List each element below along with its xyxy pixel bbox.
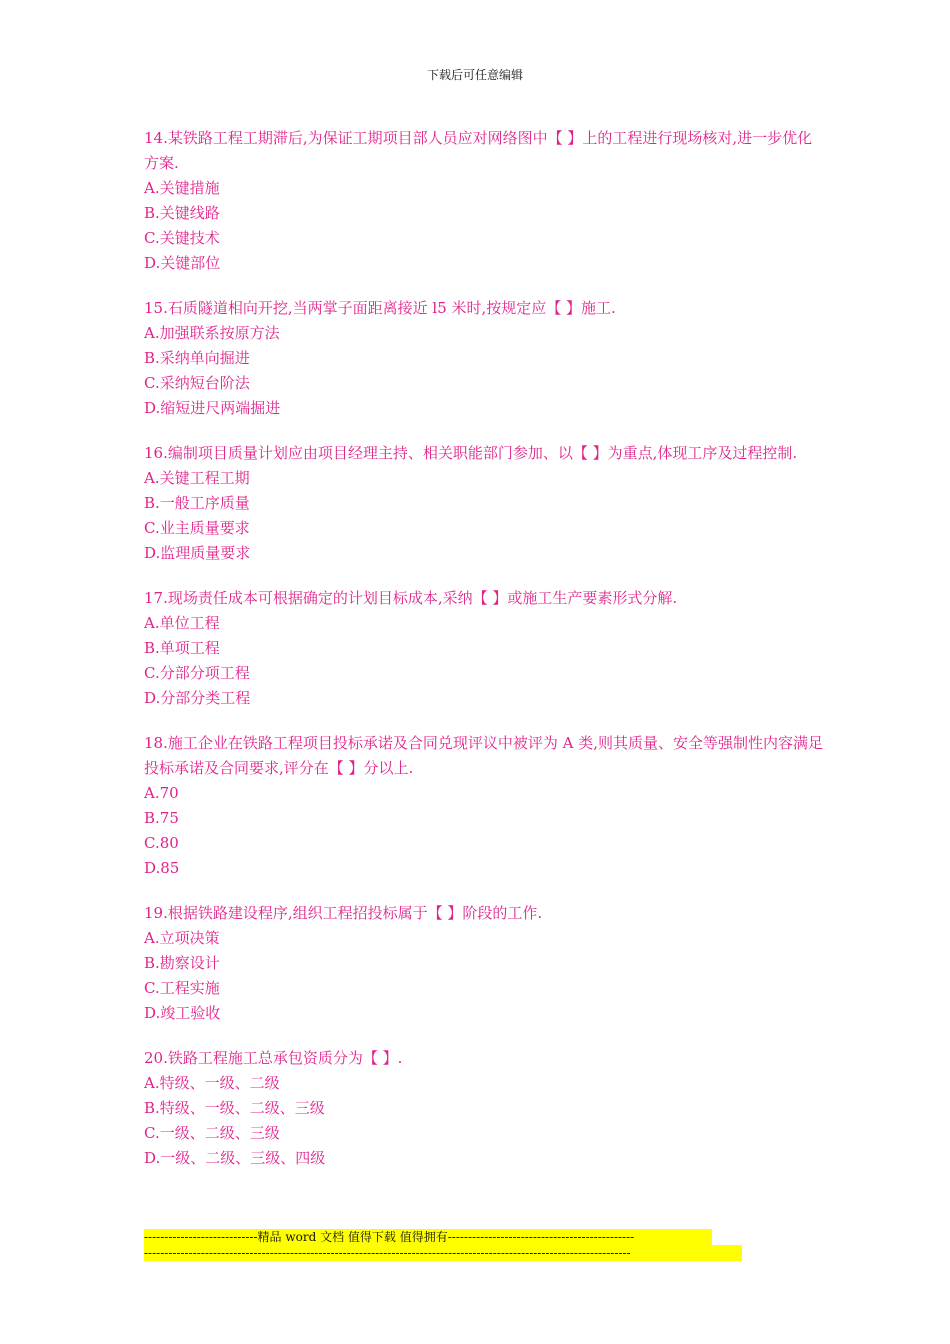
page-header: 下载后可任意编辑 xyxy=(426,68,523,82)
option-c: C.关键技术 xyxy=(144,229,220,247)
option-c: C.分部分项工程 xyxy=(144,664,250,682)
question-stem: 20.铁路工程施工总承包资质分为【 】. xyxy=(144,1049,403,1067)
question-15 xyxy=(144,296,824,421)
question-19 xyxy=(144,901,824,1026)
option-b: B.75 xyxy=(144,809,179,827)
option-a: A.加强联系按原方法 xyxy=(144,324,280,342)
page-footer xyxy=(144,1229,742,1261)
question-stem: 17.现场责任成本可根据确定的计划目标成本,采纳【 】或施工生产要素形式分解. xyxy=(144,589,678,607)
option-c: C.业主质量要求 xyxy=(144,519,250,537)
question-17 xyxy=(144,586,824,711)
option-b: B.单项工程 xyxy=(144,639,220,657)
option-a: A.关键工程工期 xyxy=(144,469,250,487)
option-d: D.85 xyxy=(144,859,180,877)
option-b: B.一般工序质量 xyxy=(144,494,250,512)
option-a: A.单位工程 xyxy=(144,614,220,632)
option-c: C.采纳短台阶法 xyxy=(144,374,250,392)
option-d: D.分部分类工程 xyxy=(144,689,251,707)
option-c: C.80 xyxy=(144,834,179,852)
question-stem: 16.编制项目质量计划应由项目经理主持、相关职能部门参加、以【 】为重点,体现工序及过程控制. xyxy=(144,444,798,462)
question-stem: 15.石质隧道相向开挖,当两掌子面距离接近 l5 米时,按规定应【 】施工. xyxy=(144,299,616,317)
question-list xyxy=(144,126,824,1191)
option-a: A.特级、一级、二级 xyxy=(144,1074,280,1092)
option-d: D.监理质量要求 xyxy=(144,544,251,562)
question-stem: 19.根据铁路建设程序,组织工程招投标属于【 】阶段的工作. xyxy=(144,904,543,922)
option-b: B.勘察设计 xyxy=(144,954,220,972)
question-16 xyxy=(144,441,824,566)
option-b: B.特级、一级、二级、三级 xyxy=(144,1099,325,1117)
option-a: A.70 xyxy=(144,784,179,802)
question-18 xyxy=(144,731,824,881)
footer-banner: ----------------------------精品 word 文档 值得下载 值得拥有---------------------------------------------- xyxy=(144,1229,712,1245)
question-stem: 18.施工企业在铁路工程项目投标承诺及合同兑现评议中被评为 A 类,则其质量、安全等强制性内容满足投标承诺及合同要求,评分在【 】分以上. xyxy=(144,734,823,777)
footer-rule: ------------------------------------------------------------------------------------------------------------------------ xyxy=(144,1245,742,1261)
option-d: D.缩短进尺两端掘进 xyxy=(144,399,281,417)
question-20 xyxy=(144,1046,824,1171)
option-d: D.关键部位 xyxy=(144,254,221,272)
option-b: B.采纳单向掘进 xyxy=(144,349,250,367)
option-c: C.一级、二级、三级 xyxy=(144,1124,280,1142)
option-b: B.关键线路 xyxy=(144,204,220,222)
option-d: D.竣工验收 xyxy=(144,1004,221,1022)
option-d: D.一级、二级、三级、四级 xyxy=(144,1149,326,1167)
question-stem: 14.某铁路工程工期滞后,为保证工期项目部人员应对网络图中【 】上的工程进行现场核对,进一步优化方案. xyxy=(144,129,813,172)
option-a: A.关键措施 xyxy=(144,179,220,197)
option-c: C.工程实施 xyxy=(144,979,220,997)
option-a: A.立项决策 xyxy=(144,929,220,947)
question-14 xyxy=(144,126,824,276)
